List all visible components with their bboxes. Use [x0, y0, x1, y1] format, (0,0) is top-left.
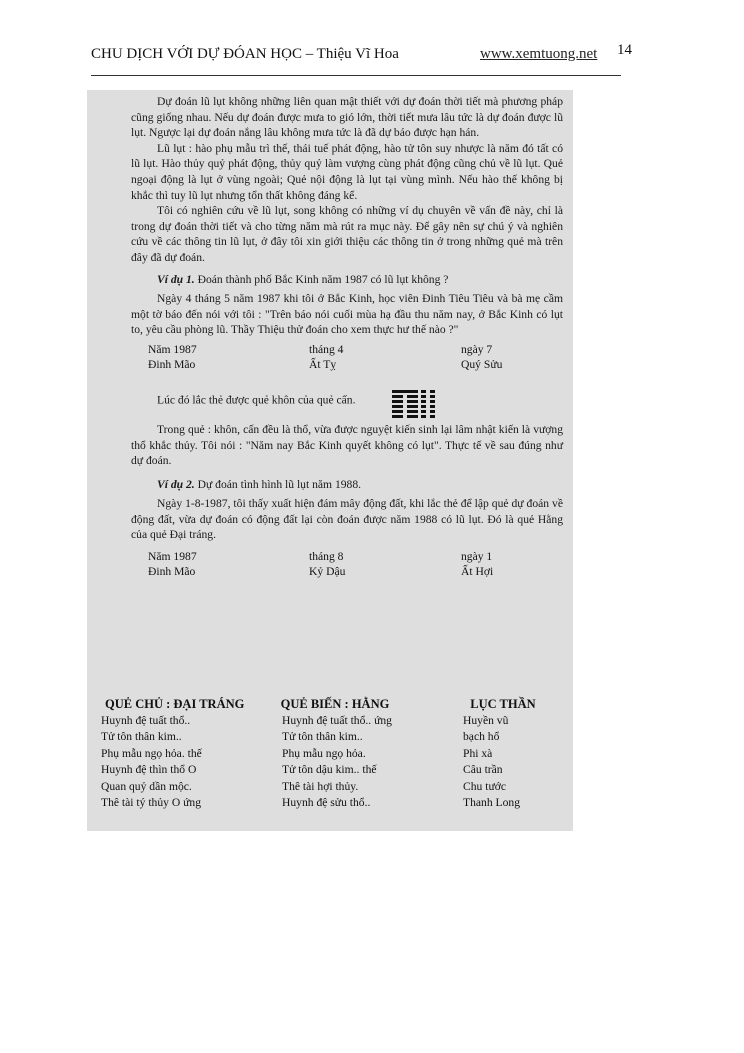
cell: Phụ mẫu ngọ hỏa. thế — [101, 746, 202, 760]
date-block-2 — [148, 549, 563, 579]
paragraph-7: Ngày 1-8-1987, tôi thấy xuất hiện đám mây động đất, khi lắc thẻ để lập quẻ dự đoán về động đất, vừa dự đoán có động đất lại còn đoán được năm 1988 có lũ lụt. Đó là quẻ Hằng của quẻ Đại tráng. — [131, 497, 563, 542]
paragraph-6: Trong quẻ : khôn, cấn đều là thổ, vừa được nguyệt kiến sinh lại lâm nhật kiến là vượng thổ khắc thủy. Tôi nói : "Năm nay Bắc Kinh quyết không có lụt". Thực tế về sau đúng như dự đoán. — [131, 422, 563, 468]
date1-year: Năm 1987 — [148, 342, 197, 356]
cell: Tử tôn thân kim.. — [282, 730, 363, 744]
date1-day: ngày 7 — [461, 342, 493, 356]
example-1-label: Ví dụ 1. — [157, 272, 195, 286]
example-2-title: Dự đoán tình hình lũ lụt năm 1988. — [197, 477, 362, 491]
header-rule — [91, 75, 621, 76]
page-number: 14 — [617, 42, 632, 58]
cell: Huynh đệ thìn thổ O — [101, 763, 197, 777]
cell: bạch hổ — [463, 730, 500, 744]
hexagram-right — [421, 388, 435, 420]
paragraph-5 — [131, 382, 563, 420]
date2-day: ngày 1 — [461, 550, 493, 564]
cell: Tử tôn thân kim.. — [101, 730, 182, 744]
cell: Huynh đệ sửu thổ.. — [282, 796, 371, 810]
website-link[interactable]: www.xemtuong.net — [480, 46, 598, 62]
cell: Huynh đệ tuất thổ.. — [101, 714, 191, 727]
date2-year: Năm 1987 — [148, 550, 197, 564]
date1-month: tháng 4 — [309, 342, 344, 356]
hexagram-icon — [366, 382, 435, 420]
cell: Huynh đệ tuất thổ.. ứng — [282, 714, 392, 727]
date1-month-canchi: Ất Tỵ — [309, 357, 337, 371]
cell: Quan quỷ dần mộc. — [101, 779, 192, 793]
date2-year-canchi: Đinh Mão — [148, 565, 196, 579]
date2-day-canchi: Ất Hợi — [461, 565, 494, 579]
cell: Thanh Long — [463, 796, 520, 810]
table-header — [101, 695, 561, 713]
hexagram-table — [101, 695, 561, 811]
cell: Phi xà — [463, 746, 493, 760]
table-row — [101, 779, 561, 795]
cell: Thê tài tý thủy O ứng — [101, 796, 201, 810]
table-row — [101, 795, 561, 811]
date2-month-canchi: Kỷ Dậu — [309, 565, 346, 579]
example-1-title: Đoán thành phố Bắc Kinh năm 1987 có lũ lụt không ? — [197, 272, 449, 286]
paragraph-1: Dự đoán lũ lụt không những liên quan mật thiết với dự đoán thời tiết mà phương pháp cũng giống nhau. Nếu dự đoán được mưa to gió lớn, thời tiết mưa lâu tức là dự đoán được lũ lụt. Ngược lại dự đoán nắng lâu không mưa tức là đã dự báo được hạn hán. — [131, 95, 563, 140]
example-2-label: Ví dụ 2. — [157, 477, 195, 491]
paragraph-2: Lũ lụt : hào phụ mẫu trì thế, thái tuế phát động, hào tử tôn suy nhược là năm đó tất có lũ lụt. Hào thủy quỷ phát động, thủy quỷ làm vượng cùng phát động cũng chủ về lũ lụt. Quẻ ngoại động là lụt ở vùng ngoài; Quẻ nội động là lụt tại vùng mình. Nếu hào thế không bị khắc thì tuy lũ lụt nhưng tổn thất không đáng kể. — [131, 141, 563, 202]
body-text — [131, 94, 563, 579]
header-que-bien: QUẺ BIẾN : HẰNG — [280, 697, 390, 711]
table-row — [101, 762, 561, 778]
paragraph-5-text: Lúc đó lắc thẻ được quẻ khôn của quẻ cấn. — [157, 393, 356, 407]
date1-day-canchi: Quý Sửu — [461, 357, 503, 371]
cell: Câu trần — [463, 763, 503, 777]
cell: Phụ mẫu ngọ hỏa. — [282, 746, 366, 760]
cell: Tử tôn dậu kim.. thế — [282, 763, 377, 777]
date1-year-canchi: Đinh Mão — [148, 357, 196, 371]
table-row — [101, 746, 561, 762]
page-header — [91, 44, 631, 78]
date2-month: tháng 8 — [309, 550, 344, 564]
header-que-chu: QUẺ CHỦ : ĐẠI TRÁNG — [105, 697, 245, 711]
hexagram-left — [392, 388, 418, 420]
date-block-1 — [148, 342, 563, 372]
example-1-heading — [131, 272, 563, 288]
cell: Chu tước — [463, 779, 507, 793]
paragraph-3: Tôi có nghiên cứu về lũ lụt, song không có những ví dụ chuyên về vấn đề này, chỉ là trong dự đoán thời tiết và cho từng năm mà rút ra mục này. Để gây nên sự chú ý và nghiên cứu về các thông tin lũ lụt, ở đây tôi xin giới thiệu các thông tin ở trong những quẻ mà trên đây đã dự đoán. — [131, 204, 563, 264]
header-luc-than: LỤC THẦN — [470, 697, 536, 711]
book-title: CHU DỊCH VỚI DỰ ĐÓAN HỌC – Thiệu Vĩ Hoa — [91, 46, 399, 62]
scanned-page — [87, 90, 573, 831]
cell: Thê tài hợi thủy. — [282, 779, 359, 793]
paragraph-4: Ngày 4 tháng 5 năm 1987 khi tôi ở Bắc Kinh, học viên Đinh Tiêu Tiêu và bà mẹ cầm một tờ báo đến nói với tôi : "Trên báo nói cuối mùa hạ đầu thu năm nay, ở Bắc Kinh có lụt to, yêu cầu phòng lũ. Thầy Thiệu thử đoán cho xem thực hư thế nào ?" — [131, 292, 563, 337]
table-row — [101, 713, 561, 729]
example-2-heading — [131, 477, 563, 493]
cell: Huyền vũ — [463, 714, 509, 727]
table-row — [101, 729, 561, 745]
